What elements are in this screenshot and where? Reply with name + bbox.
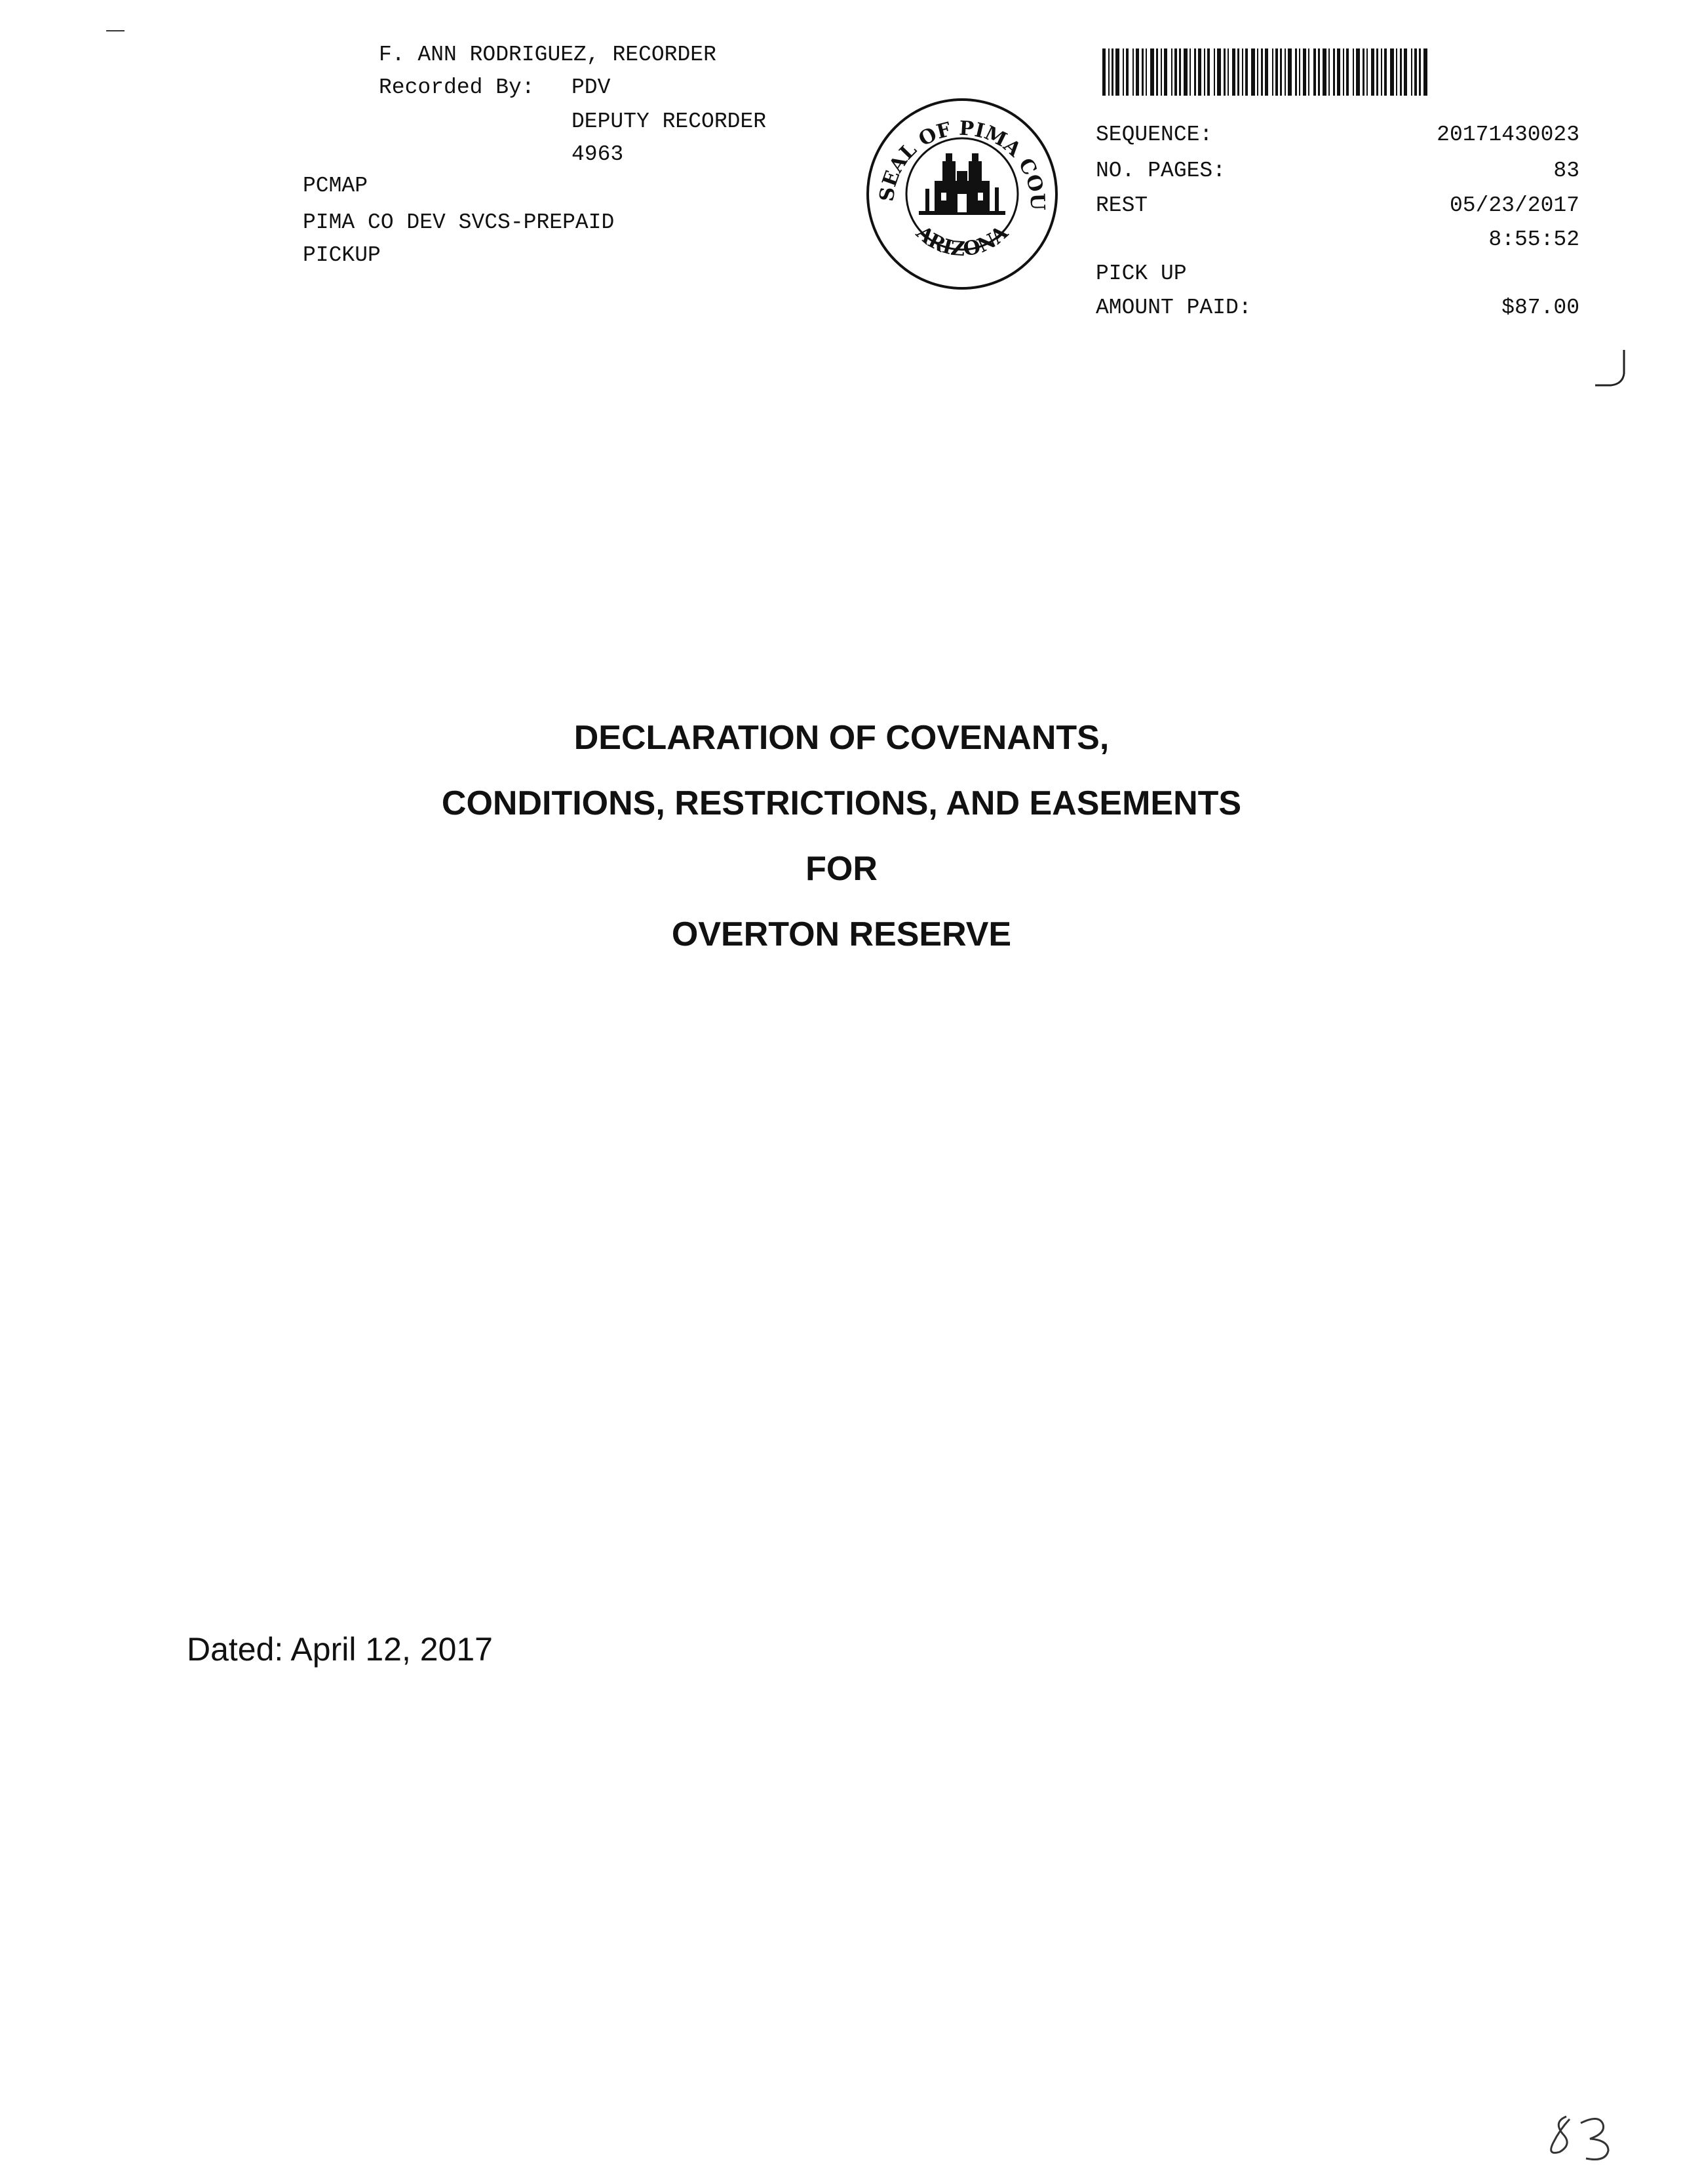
title-line-3: FOR xyxy=(805,850,878,888)
document-barcode xyxy=(1102,48,1538,96)
sequence-value: 20171430023 xyxy=(1437,123,1579,147)
pcmap-label: PCMAP xyxy=(303,174,368,198)
dated-line: Dated: April 12, 2017 xyxy=(187,1631,493,1668)
amount-paid-value: $87.00 xyxy=(1501,296,1579,320)
seal-top-text: SEAL OF PIMA COU xyxy=(875,117,1049,211)
agency-name: PIMA CO DEV SVCS-PREPAID xyxy=(303,210,615,235)
recorder-name: F. ANN RODRIGUEZ, RECORDER xyxy=(379,43,716,67)
recorded-by-value: PDV xyxy=(571,75,611,100)
scan-mark xyxy=(106,30,125,31)
recorded-by-label: Recorded By: xyxy=(379,75,535,100)
seal-graphic xyxy=(864,96,1060,292)
pages-value: 83 xyxy=(1553,159,1579,183)
type-label: REST xyxy=(1096,193,1148,218)
handwritten-page-count xyxy=(1540,2110,1638,2169)
pickup-status: PICK UP xyxy=(1096,261,1187,286)
seal-bottom-text: ARIZONA xyxy=(911,221,1013,261)
title-line-2: CONDITIONS, RESTRICTIONS, AND EASEMENTS xyxy=(441,784,1242,822)
sequence-label: SEQUENCE: xyxy=(1096,123,1213,147)
amount-paid-label: AMOUNT PAID: xyxy=(1096,296,1252,320)
pickup-label: PICKUP xyxy=(303,243,381,267)
pages-label: NO. PAGES: xyxy=(1096,159,1226,183)
hand-check-mark xyxy=(1591,347,1631,393)
title-line-4: OVERTON RESERVE xyxy=(671,915,1012,953)
svg-text:ARIZONA xyxy=(911,221,1013,261)
recorded-time: 8:55:52 xyxy=(1488,227,1579,252)
deputy-number: 4963 xyxy=(571,142,624,166)
deputy-recorder: DEPUTY RECORDER xyxy=(571,109,767,134)
recorded-date: 05/23/2017 xyxy=(1449,193,1579,218)
title-line-1: DECLARATION OF COVENANTS, xyxy=(573,719,1110,757)
county-seal xyxy=(859,84,1055,280)
